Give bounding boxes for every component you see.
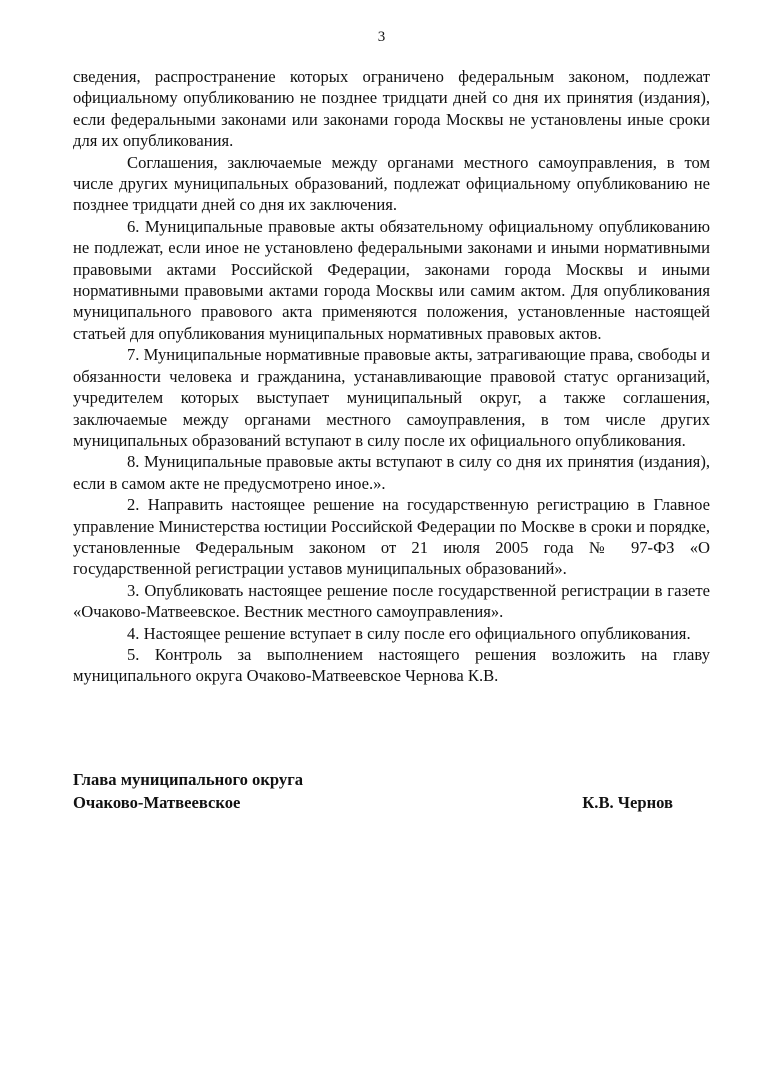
paragraph-item-7: 7. Муниципальные нормативные правовые акты, затрагивающие права, свободы и обязанности человека и гражданина, устанавливающие правовой статус организаций, учредителем которых выступает муниципальный округ, а также соглашения, заключаемые между органами местного самоуправления, в том числе других муниципальных образований вступают в силу после их официального опубликования.	[73, 345, 710, 450]
paragraph-decision-3: 3. Опубликовать настоящее решение после государственной регистрации в газете «Очаково-Матвеевское. Вестник местного самоуправления».	[73, 580, 710, 622]
paragraph-agreements: Соглашения, заключаемые между органами местного самоуправления, в том числе других муниципальных образований, подлежат официальному опубликованию не позднее тридцати дней со дня их заключения.	[73, 152, 710, 215]
document-body	[73, 66, 710, 687]
signature-title-row-1	[73, 768, 673, 791]
paragraph-decision-2: 2. Направить настоящее решение на государственную регистрацию в Главное управление Министерства юстиции Российской Федерации по Москве в сроки и порядке, установленные Федеральным законом от 21 июля 2005 года № 97-ФЗ «О государственной регистрации уставов муниципальных образований».	[73, 495, 710, 579]
paragraph-item-6: 6. Муниципальные правовые акты обязательному официальному опубликованию не подлежат, если иное не установлено федеральными законами и иными нормативными правовыми актами Российской Федерации, законами города Москвы и иными нормативными правовыми актами города Москвы или самим актом. Для опубликования муниципального правового акта применяются положения, установленные настоящей статьей для опубликования муниципальных нормативных правовых актов.	[73, 216, 710, 343]
signatory-name: К.В. Чернов	[582, 793, 673, 812]
page-number: 3	[377, 29, 386, 45]
paragraph-decision-4: 4. Настоящее решение вступает в силу после его официального опубликования.	[127, 623, 691, 643]
signatory-district: Очаково-Матвеевское	[73, 793, 241, 812]
paragraph-item-8: 8. Муниципальные правовые акты вступают в силу со дня их принятия (издания), если в самом акте не предусмотрено иное.».	[73, 452, 710, 493]
signatory-title: Глава муниципального округа	[73, 770, 304, 789]
signature-block	[73, 768, 673, 814]
paragraph-decision-5: 5. Контроль за выполнением настоящего решения возложить на главу муниципального округа Очаково-Матвеевское Чернова К.В.	[73, 644, 710, 686]
signature-title-row-2	[73, 791, 673, 814]
paragraph-continuation: сведения, распространение которых ограничено федеральным законом, подлежат официальному опубликованию не позднее тридцати дней со дня их принятия (издания), если федеральными законами или законами города Москвы не установлены иные сроки для их опубликования.	[73, 67, 710, 151]
